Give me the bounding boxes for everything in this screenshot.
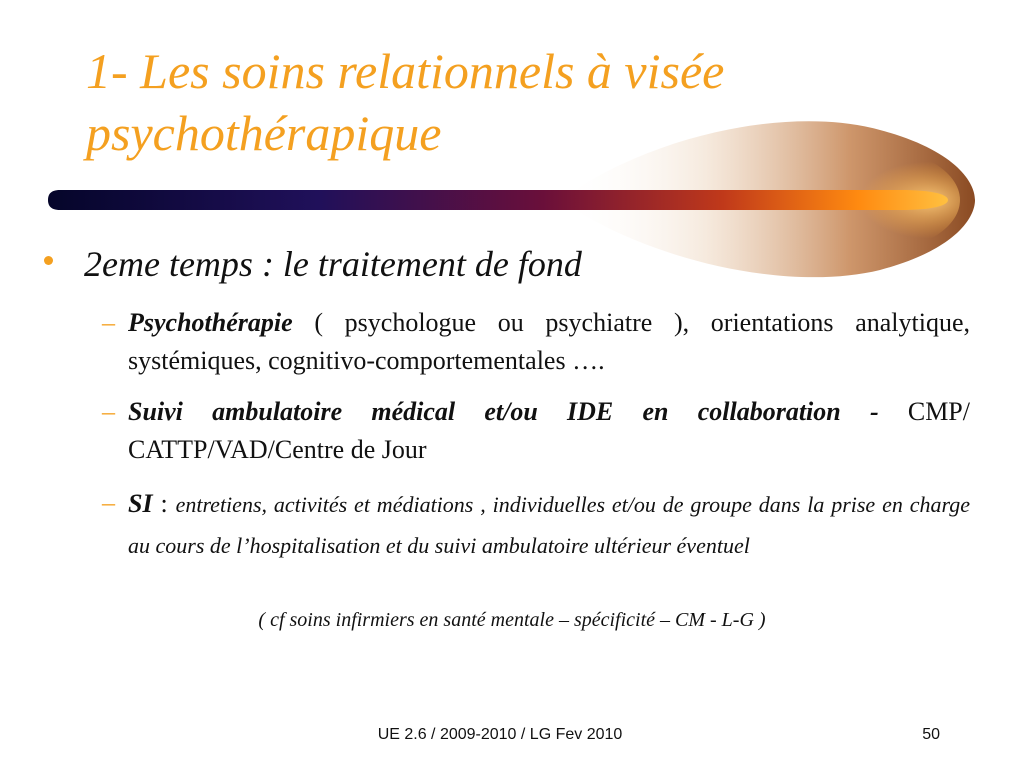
slide-title: 1- Les soins relationnels à visée psychothérapique: [86, 43, 725, 161]
sub-item-text: ( psychologue ou psychiatre ), orientations analytique, systémiques, cognitivo-comportementales ….: [128, 308, 970, 375]
sub-item-body: [128, 304, 970, 380]
sub-item-body: [128, 484, 970, 566]
en-dash-icon: –: [102, 488, 115, 517]
reference-note: ( cf soins infirmiers en santé mentale – spécificité – CM - L-G ): [258, 609, 766, 631]
sub-item-text: CMP/ CATTP/VAD/Centre de Jour: [128, 397, 970, 464]
round-bullet-icon: [44, 256, 53, 265]
sub-item-text: entretiens, activités et médiations , individuelles et/ou de groupe dans la prise en charge au cours de l’hospitalisation et du suivi ambulatoire ultérieur éventuel: [128, 492, 970, 558]
en-dash-icon: –: [102, 308, 115, 337]
sub-item-psychotherapie: [102, 304, 970, 380]
sub-item-separator: :: [152, 489, 176, 518]
en-dash-icon: –: [102, 397, 115, 426]
main-bullet-text: 2eme temps : le traitement de fond: [84, 244, 582, 284]
sub-item-suivi-ambulatoire: [102, 393, 970, 469]
page-number: 50: [922, 726, 940, 743]
sub-item-si: [102, 484, 970, 566]
sub-item-body: [128, 393, 970, 469]
sub-item-keyword: SI: [128, 489, 153, 518]
slide-footer: UE 2.6 / 2009-2010 / LG Fev 2010: [377, 726, 623, 743]
sub-item-keyword: Suivi ambulatoire médical et/ou IDE en collaboration -: [128, 397, 879, 426]
sub-item-keyword: Psychothérapie: [128, 308, 293, 337]
